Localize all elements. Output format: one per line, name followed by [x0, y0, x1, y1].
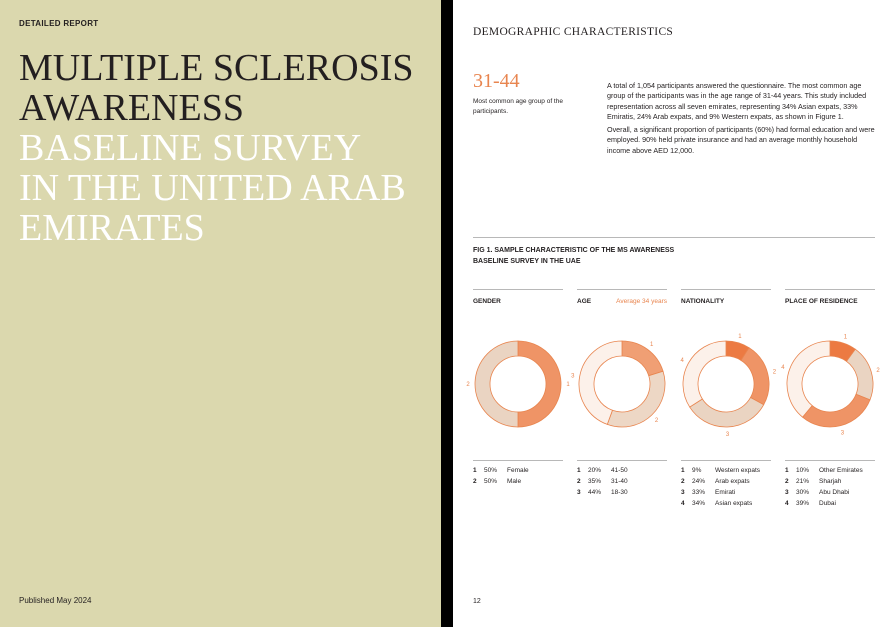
slice-number-label: 2 [654, 418, 659, 425]
legend-row [785, 467, 880, 478]
donut-slice [846, 349, 873, 400]
legend-number: 2 [473, 478, 477, 485]
legend-number: 3 [577, 489, 581, 496]
legend-row [785, 489, 880, 500]
legend-row [577, 489, 672, 500]
legend-percent: 34% [692, 500, 706, 507]
highlight-stat: 31-44 [473, 70, 520, 92]
legend-rule [577, 460, 667, 461]
body-paragraph: A total of 1,054 participants answered the questionnaire. The most common age group of the participants was in the age range of 31-44 years. This study included representation across all seven emirates, representing 34% Asian expats, 33% Emiratis, 24% Arab expats, and 9% Western expats, as shown in Figure 1. [607, 81, 867, 121]
slice-number-label: 1 [566, 382, 570, 388]
slice-number-label: 4 [680, 357, 684, 364]
legend-number: 2 [681, 478, 685, 485]
legend-row [785, 478, 880, 489]
cover-subtitle-line: BASELINE SURVEY [19, 127, 362, 169]
legend-percent: 24% [692, 478, 706, 485]
legend-percent: 39% [796, 500, 810, 507]
chart-gender [466, 289, 570, 519]
slice-number-label: 2 [466, 382, 470, 388]
donut-chart [781, 334, 880, 437]
cover-subtitle-line: EMIRATES [19, 207, 205, 249]
cover-title-line: AWARENESS [19, 87, 244, 129]
legend-number: 3 [785, 489, 789, 496]
slice-number-label: 3 [840, 430, 845, 437]
legend-rule [681, 460, 771, 461]
legend-row [681, 478, 776, 489]
legend-number: 1 [785, 467, 789, 474]
legend-percent: 35% [588, 478, 602, 485]
legend-number: 1 [577, 467, 581, 474]
cover-title [19, 48, 429, 248]
legend-percent: 50% [484, 478, 498, 485]
chart-nationality [680, 289, 777, 519]
legend-label: Sharjah [819, 478, 842, 485]
legend-percent: 21% [796, 478, 810, 485]
legend-row [473, 467, 568, 478]
legend-percent: 33% [692, 489, 706, 496]
figure-title [473, 245, 733, 267]
report-page [453, 0, 895, 627]
chart-title: PLACE OF RESIDENCE [785, 298, 858, 305]
legend-percent: 9% [692, 467, 702, 474]
body-text [607, 81, 877, 159]
chart-title: NATIONALITY [681, 298, 725, 305]
legend-row [681, 489, 776, 500]
donut-slice [518, 341, 561, 427]
chart-legend [577, 467, 672, 500]
legend-label: Male [507, 478, 522, 485]
donut-slice [680, 341, 726, 407]
chart-title: AGE [577, 298, 592, 305]
legend-label: Western expats [715, 467, 761, 474]
chart-top-rule [785, 289, 875, 290]
donut-slice [803, 394, 870, 427]
legend-label: Asian expats [715, 500, 753, 507]
slice-number-label: 3 [571, 373, 575, 380]
legend-label: Emirati [715, 489, 736, 496]
legend-number: 1 [473, 467, 477, 474]
legend-label: Arab expats [715, 478, 750, 485]
chart-legend [473, 467, 568, 489]
legend-label: Other Emirates [819, 467, 863, 474]
chart-title: GENDER [473, 298, 501, 305]
legend-label: 18-30 [611, 489, 628, 496]
report-label: DETAILED REPORT [19, 19, 99, 28]
legend-number: 1 [681, 467, 685, 474]
legend-label: Female [507, 467, 529, 474]
legend-number: 2 [785, 478, 789, 485]
cover-subtitle-line: IN THE UNITED ARAB [19, 167, 406, 209]
section-title: DEMOGRAPHIC CHARACTERISTICS [473, 26, 674, 38]
slice-number-label: 3 [725, 431, 730, 438]
figure-divider [473, 237, 875, 238]
legend-label: Abu Dhabi [819, 489, 850, 496]
legend-row [473, 478, 568, 489]
chart-legend [785, 467, 880, 511]
donut-slice [622, 341, 663, 376]
body-paragraph: Overall, a significant proportion of participants (60%) had formal education and were employed. 90% held private insurance and had an average monthly household income above AED 12,000. [607, 125, 875, 155]
legend-row [577, 478, 672, 489]
cover-page [0, 0, 441, 627]
chart-top-rule [473, 289, 563, 290]
legend-number: 4 [785, 500, 789, 507]
legend-percent: 10% [796, 467, 810, 474]
legend-label: Dubai [819, 500, 836, 507]
legend-row [681, 467, 776, 478]
legend-row [785, 500, 880, 511]
legend-number: 4 [681, 500, 685, 507]
donut-chart [571, 339, 667, 429]
published-date: Published May 2024 [19, 596, 92, 605]
legend-label: 31-40 [611, 478, 628, 485]
slice-number-label: 1 [738, 333, 742, 340]
slice-number-label: 2 [772, 369, 777, 376]
legend-number: 2 [577, 478, 581, 485]
donut-slice [741, 348, 769, 405]
legend-percent: 44% [588, 489, 602, 496]
slice-number-label: 2 [876, 368, 880, 375]
legend-label: 41-50 [611, 467, 628, 474]
chart-residence [781, 289, 880, 519]
chart-legend [681, 467, 776, 511]
slice-number-label: 1 [649, 341, 654, 348]
donut-slice [690, 397, 764, 427]
legend-percent: 30% [796, 489, 810, 496]
legend-number: 3 [681, 489, 685, 496]
page-number: 12 [473, 598, 481, 605]
figure-title-line: FIG 1. SAMPLE CHARACTERISTIC OF THE MS AWARENESS [473, 247, 675, 254]
donut-chart [466, 339, 570, 429]
chart-age [571, 289, 667, 519]
legend-percent: 20% [588, 467, 602, 474]
legend-percent: 50% [484, 467, 498, 474]
chart-subtitle: Average 34 years [616, 298, 667, 305]
highlight-stat-caption: Most common age group of the participants. [473, 98, 563, 115]
figure-title-line: BASELINE SURVEY IN THE UAE [473, 258, 581, 265]
page-gutter [441, 0, 453, 627]
legend-rule [473, 460, 563, 461]
legend-row [577, 467, 672, 478]
cover-title-line: MULTIPLE SCLEROSIS [19, 47, 414, 89]
legend-rule [785, 460, 875, 461]
chart-top-rule [577, 289, 667, 290]
legend-row [681, 500, 776, 511]
chart-top-rule [681, 289, 771, 290]
donut-slice [787, 341, 830, 417]
slice-number-label: 1 [843, 334, 848, 341]
donut-chart [680, 333, 777, 438]
donut-slice [475, 341, 518, 427]
slice-number-label: 4 [781, 365, 785, 372]
